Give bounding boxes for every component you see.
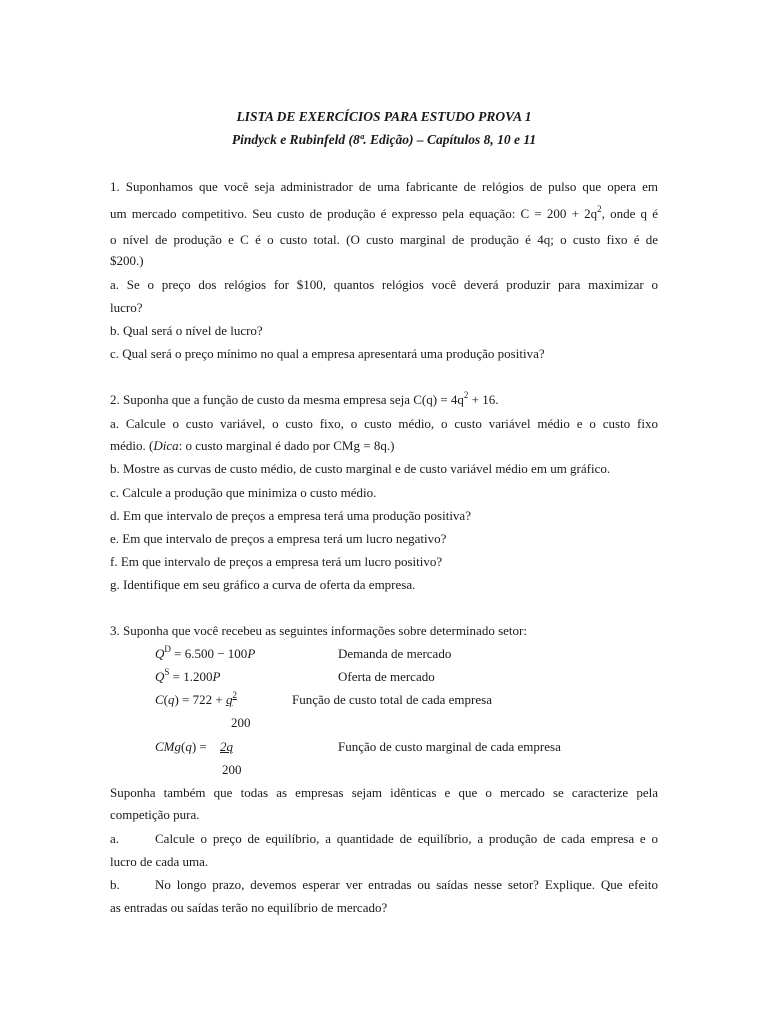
q2-item-e: e. Em que intervalo de preços a empresa terá um lucro negativo? <box>110 531 447 546</box>
q1-line-2: um mercado competitivo. Seu custo de produção é expresso pela equação: $C = 200 + 2q^2$, onde q é <box>110 204 658 221</box>
q3-total-cost-equation: $C(q) = 722 + q^2$ <box>155 690 238 707</box>
document-subtitle: Pindyck e Rubinfeld (8ª. Edição) – Capítulos 8, 10 e 11 <box>231 132 537 147</box>
q3-demand-equation: $Q^D = 6.500 - 100P$ <box>155 644 256 661</box>
q3-supply-label: Oferta de mercado <box>338 669 435 684</box>
q3-marginal-cost-equation: CMg(q) = 2q <box>155 739 234 754</box>
q2-item-f: f. Em que intervalo de preços a empresa terá um lucro positivo? <box>110 554 443 569</box>
q3-item-b-line-2: as entradas ou saídas terão no equilíbrio de mercado? <box>110 900 388 915</box>
q2-item-d: d. Em que intervalo de preços a empresa terá uma produção positiva? <box>110 508 471 523</box>
q1-item-a-line-1: a. Se o preço dos relógios for $100, quantos relógios você deverá produzir para maximizar o <box>110 277 658 292</box>
q3-item-a-line-1: Calcule o preço de equilíbrio, a quantidade de equilíbrio, a produção de cada empresa e o <box>155 831 658 846</box>
q3-marginal-cost-label: Função de custo marginal de cada empresa <box>338 739 561 754</box>
q3-item-b-line-1: No longo prazo, devemos esperar ver entradas ou saídas nesse setor? Explique. Que efeito <box>155 877 658 892</box>
q2-item-a-line-1: a. Calcule o custo variável, o custo fixo, o custo médio, o custo variável médio e o custo fixo <box>110 416 658 431</box>
q3-item-b-marker: b. <box>110 877 120 892</box>
q1-line-4: $200.) <box>110 253 144 268</box>
q1-item-a-line-2: lucro? <box>110 300 143 315</box>
q3-total-cost-label: Função de custo total de cada empresa <box>292 692 492 707</box>
q3-item-a-line-2: lucro de cada uma. <box>110 854 209 869</box>
q3-intro: 3. Suponha que você recebeu as seguintes informações sobre determinado setor: <box>110 623 527 638</box>
q3-item-a-marker: a. <box>110 831 120 846</box>
q2-item-c: c. Calcule a produção que minimiza o custo médio. <box>110 485 377 500</box>
q2-item-a-line-2: médio. (Dica: o custo marginal é dado por CMg = 8q.) <box>110 438 395 453</box>
q1-item-c: c. Qual será o preço mínimo no qual a empresa apresentará uma produção positiva? <box>110 346 545 361</box>
document-title: LISTA DE EXERCÍCIOS PARA ESTUDO PROVA 1 <box>236 109 532 124</box>
q1-item-b: b. Qual será o nível de lucro? <box>110 323 263 338</box>
q2-intro: 2. Suponha que a função de custo da mesma empresa seja $C(q) = 4q^2 + 16$. <box>110 390 499 407</box>
q2-item-g: g. Identifique em seu gráfico a curva de oferta da empresa. <box>110 577 416 592</box>
q3-paragraph-line-1: Suponha também que todas as empresas sejam idênticas e que o mercado se caracterize pela <box>110 785 658 800</box>
q1-line-3: o nível de produção e C é o custo total. (O custo marginal de produção é 4q; o custo fixo é de <box>110 232 658 247</box>
q1-line-1: 1. Suponhamos que você seja administrador de uma fabricante de relógios de pulso que opera em <box>110 179 658 194</box>
q3-total-cost-denominator: 200 <box>231 715 251 730</box>
q3-supply-equation: $Q^S = 1.200P$ <box>155 667 221 684</box>
q3-marginal-cost-denominator: 200 <box>222 762 242 777</box>
q3-demand-label: Demanda de mercado <box>338 646 452 661</box>
q3-paragraph-line-2: competição pura. <box>110 807 200 822</box>
q2-item-b: b. Mostre as curvas de custo médio, de custo marginal e de custo variável médio em um gráfico. <box>110 461 611 476</box>
